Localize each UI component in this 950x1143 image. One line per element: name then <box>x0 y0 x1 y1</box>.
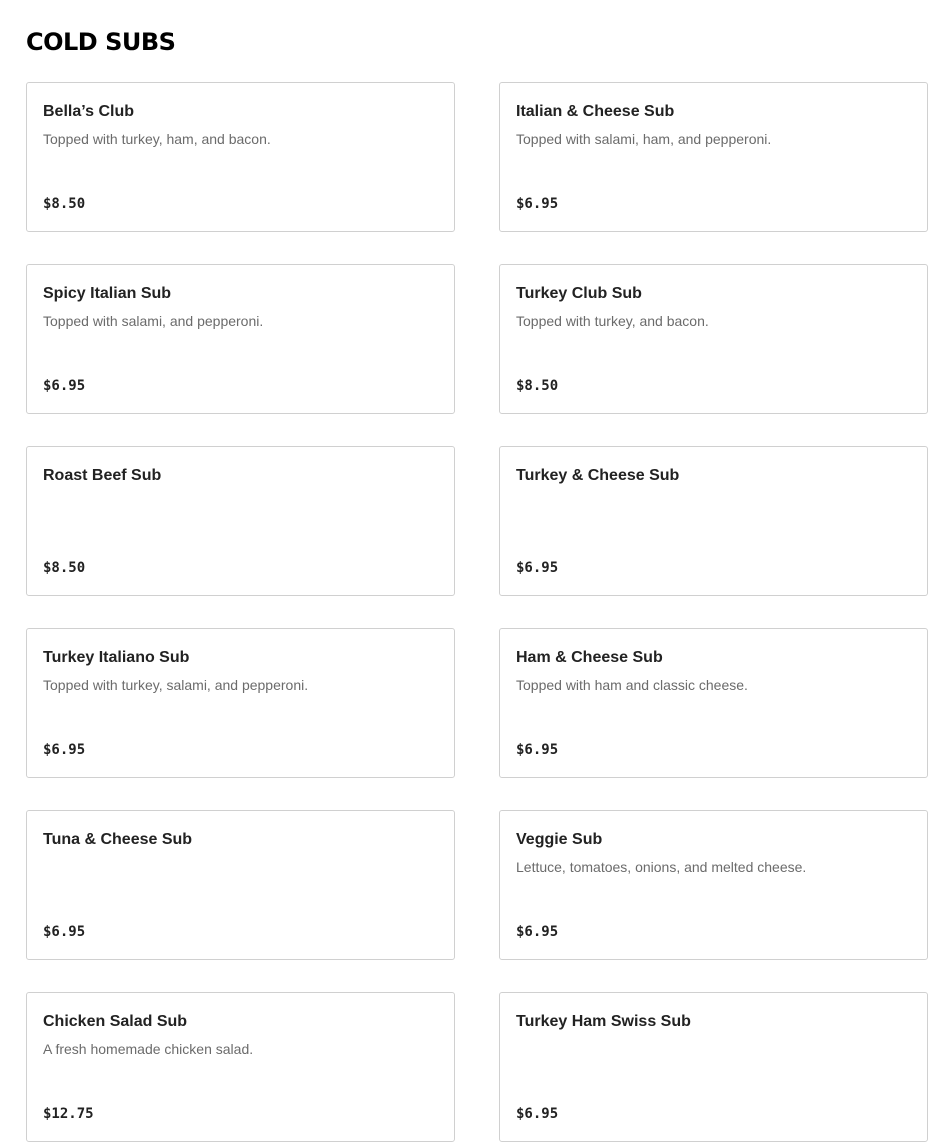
item-name: Turkey Italiano Sub <box>43 649 190 666</box>
section-title: COLD SUBS <box>26 28 176 56</box>
item-name: Turkey Ham Swiss Sub <box>516 1013 691 1030</box>
item-price: $8.50 <box>43 560 86 576</box>
item-description: Topped with turkey, and bacon. <box>516 313 709 329</box>
item-name: Tuna & Cheese Sub <box>43 831 193 848</box>
item-name: Turkey Club Sub <box>516 285 642 302</box>
item-price: $6.95 <box>43 378 86 394</box>
item-price: $6.95 <box>516 742 559 758</box>
item-price: $8.50 <box>516 378 559 394</box>
item-name: Veggie Sub <box>516 831 603 848</box>
menu-item-card[interactable] <box>26 446 455 596</box>
item-price: $6.95 <box>516 196 559 212</box>
menu-item-grid <box>26 82 928 1142</box>
item-price: $6.95 <box>516 560 559 576</box>
menu-item-card[interactable] <box>26 264 455 414</box>
menu-item-card[interactable] <box>26 992 455 1142</box>
menu-item-card[interactable] <box>499 264 928 414</box>
menu-item-card[interactable] <box>499 992 928 1142</box>
item-name: Italian & Cheese Sub <box>516 103 675 120</box>
item-price: $8.50 <box>43 196 86 212</box>
menu-item-card[interactable] <box>499 82 928 232</box>
item-description: Topped with ham and classic cheese. <box>516 677 748 693</box>
menu-item-card[interactable] <box>499 810 928 960</box>
item-name: Roast Beef Sub <box>43 467 162 484</box>
item-name: Turkey & Cheese Sub <box>516 467 680 484</box>
menu-item-card[interactable] <box>499 628 928 778</box>
item-description: A fresh homemade chicken salad. <box>43 1041 254 1057</box>
menu-item-card[interactable] <box>26 810 455 960</box>
item-name: Bella’s Club <box>43 103 134 120</box>
item-price: $6.95 <box>516 1106 559 1122</box>
menu-item-card[interactable] <box>26 82 455 232</box>
item-name: Spicy Italian Sub <box>43 285 172 302</box>
menu-item-card[interactable] <box>26 628 455 778</box>
item-price: $6.95 <box>43 742 86 758</box>
item-name: Ham & Cheese Sub <box>516 649 663 666</box>
item-description: Topped with salami, ham, and pepperoni. <box>516 131 772 147</box>
item-description: Topped with salami, and pepperoni. <box>43 313 264 329</box>
item-description: Topped with turkey, ham, and bacon. <box>43 131 271 147</box>
menu-item-card[interactable] <box>499 446 928 596</box>
item-name: Chicken Salad Sub <box>43 1013 188 1030</box>
item-description: Lettuce, tomatoes, onions, and melted cheese. <box>516 859 807 875</box>
item-description: Topped with turkey, salami, and pepperoni. <box>43 677 309 693</box>
item-price: $6.95 <box>43 924 86 940</box>
item-price: $6.95 <box>516 924 559 940</box>
item-price: $12.75 <box>43 1106 94 1122</box>
